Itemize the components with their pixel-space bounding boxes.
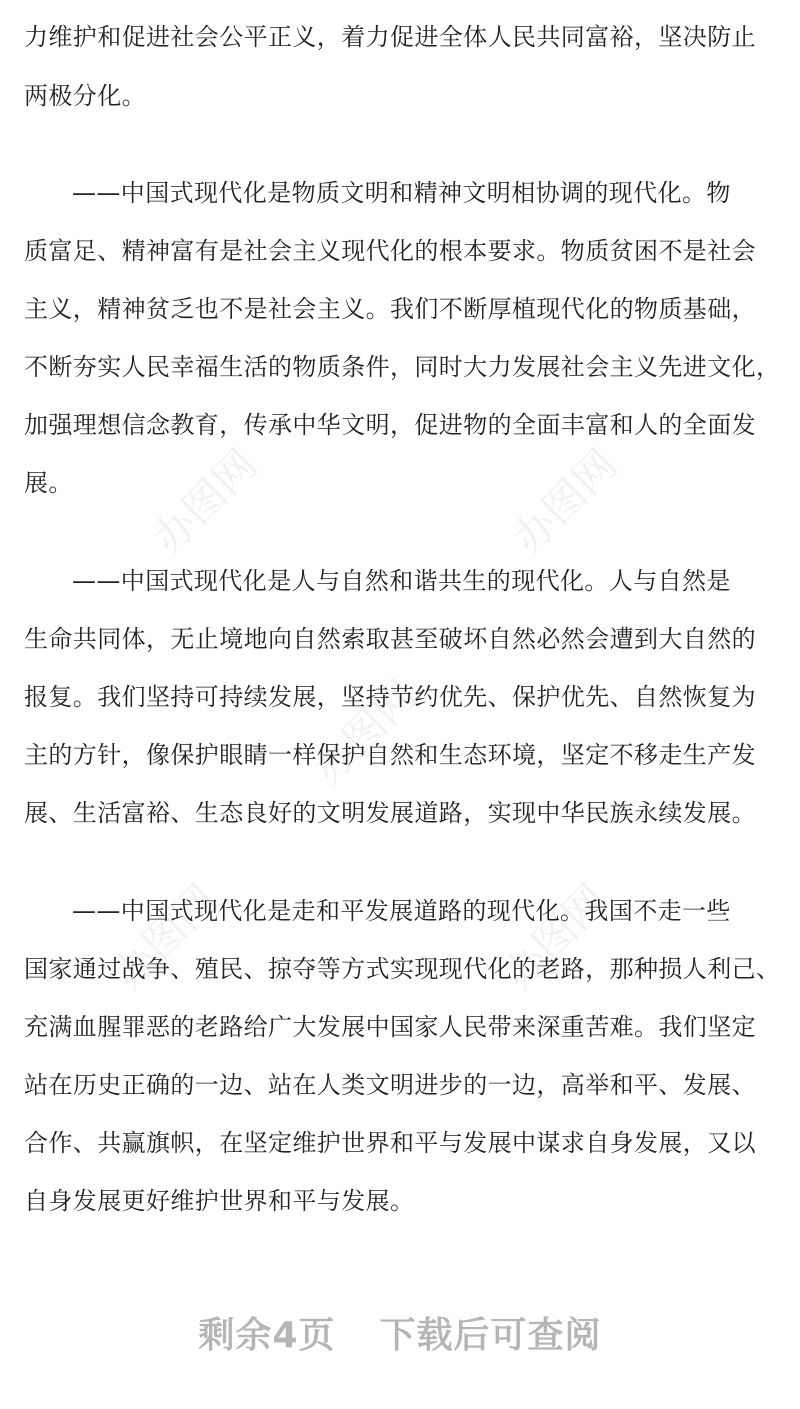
paragraph-line: ——中国式现代化是走和平发展道路的现代化。我国不走一些 [72,897,731,925]
paragraph-line: 质富足、精神富有是社会主义现代化的根本要求。物质贫困不是社会 [24,237,756,265]
download-to-view-text: 下载后可查阅 [379,1315,602,1356]
paragraph-line: 国家通过战争、殖民、掠夺等方式实现现代化的老路，那种损人利己、 [24,955,781,983]
watermark: 办图网 [142,439,267,564]
paragraph-line: 自身发展更好维护世界和平与发展。 [24,1187,415,1215]
watermark: 办图网 [302,669,427,794]
watermark: 办图网 [492,874,617,999]
paragraph-line: 力维护和促进社会公平正义，着力促进全体人民共同富裕，坚决防止 [24,23,756,51]
download-prompt[interactable] [0,1307,800,1358]
paragraph-line: 合作、共赢旗帜，在坚定维护世界和平与发展中谋求自身发展，又以 [24,1129,756,1157]
watermark: 办图网 [502,439,627,564]
paragraph-line: ——中国式现代化是物质文明和精神文明相协调的现代化。物 [72,179,731,207]
paragraph-line: 报复。我们坚持可持续发展，坚持节约优先、保护优先、自然恢复为 [24,683,756,711]
paragraph-line: 充满血腥罪恶的老路给广大发展中国家人民带来深重苦难。我们坚定 [24,1013,756,1041]
paragraph-line: 主的方针，像保护眼睛一样保护自然和生态环境，坚定不移走生产发 [24,741,756,769]
paragraph-line: ——中国式现代化是人与自然和谐共生的现代化。人与自然是 [72,567,731,595]
paragraph-line: 展、生活富裕、生态良好的文明发展道路，实现中华民族永续发展。 [24,799,756,827]
remaining-pages-text: 剩余4页 [198,1315,336,1356]
paragraph-line: 展。 [24,469,73,497]
paragraph-line: 不断夯实人民幸福生活的物质条件，同时大力发展社会主义先进文化， [24,353,781,381]
paragraph-line: 生命共同体，无止境地向自然索取甚至破坏自然必然会遭到大自然的 [24,625,756,653]
watermark: 办图网 [102,874,227,999]
paragraph-line: 主义，精神贫乏也不是社会主义。我们不断厚植现代化的物质基础， [24,295,756,323]
paragraph-line: 加强理想信念教育，传承中华文明，促进物的全面丰富和人的全面发 [24,411,756,439]
paragraph-line: 两极分化。 [24,82,146,110]
paragraph-line: 站在历史正确的一边、站在人类文明进步的一边，高举和平、发展、 [24,1071,756,1099]
